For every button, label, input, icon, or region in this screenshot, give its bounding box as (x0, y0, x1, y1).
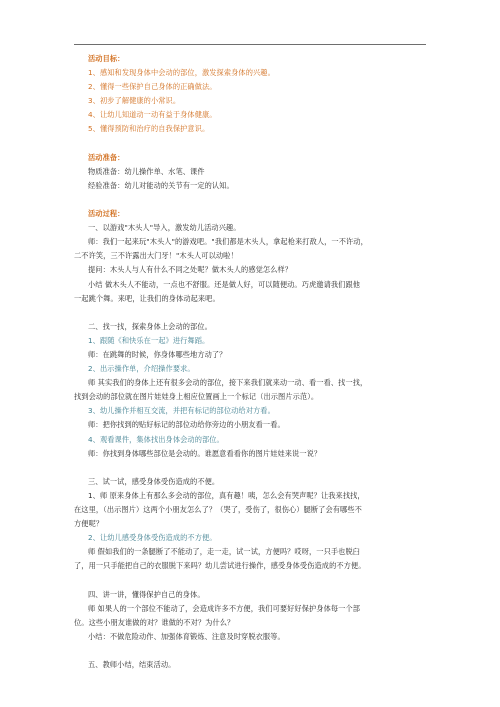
part1-line-2: 二不许笑，三不许露出大门牙！"木头人可以动啦！ (74, 251, 238, 261)
part4-line-3: 小结：不做危险动作、加强体育锻炼、注意及时穿脱衣服等。 (88, 631, 285, 641)
goal-item-3: 3、初步了解健康的小常识。 (88, 96, 181, 106)
part1-line-3: 提问：木头人与人有什么不同之处呢？做木头人的感觉怎么样？ (88, 265, 293, 275)
part2-heading: 二、找一找，探索身体上会动的部位。 (88, 321, 212, 331)
goal-item-1: 1、感知和发现身体中会动的部位，激发探索身体的兴趣。 (88, 68, 275, 78)
part5-heading: 五、教师小结，结束活动。 (88, 660, 176, 670)
part3-line-2: 在这里，（出示图片）这两个小朋友怎么了？（哭了，受伤了，很伤心）腿断了会有哪些不 (74, 505, 362, 514)
prep-item-2: 经验准备：幼儿对能动的关节有一定的认知。 (88, 180, 234, 190)
part3-line-4: 2、让幼儿感受身体受伤造成的不方便。 (88, 533, 217, 543)
part2-line-9: 师：你找到身体哪些部位是会动的。谁愿意看看你的图片娃娃来说一说？ (88, 448, 322, 458)
goal-item-4: 4、让幼儿知道动一动有益于身体健康。 (88, 110, 217, 120)
part1-line-1: 师：我们一起来玩"木头人"的游戏吧。"我们都是木头人，拿起枪来打敌人，一不许动， (88, 237, 368, 247)
part3-line-5: 师 假如我们的一条腿断了不能动了，走一走，试一试，方便吗？哎呀，一只手也脱臼 (88, 547, 361, 557)
part1-heading: 一、以游戏"木头人"导入，激发幼儿活动兴趣。 (88, 223, 241, 233)
part2-line-5: 找到会动的部位就在图片娃娃身上相应位置画上一个标记（出示图片示范）。 (74, 392, 319, 402)
part2-line-6: 3、幼儿操作并相互交流，并把有标记的部位动给对方看。 (88, 406, 275, 416)
prep-title: 活动准备： (88, 152, 125, 162)
part1-line-5: 一起跳个舞。来吧，让我们的身体动起来吧。 (74, 293, 220, 303)
process-title: 活动过程： (88, 209, 125, 219)
part2-line-4: 师 其实我们的身体上还有很多会动的部位，接下来我们就来动一动、看一看、找一找， (88, 378, 368, 388)
part2-line-1: 1、跟随《和快乐在一起》进行舞蹈。 (88, 335, 210, 345)
part4-line-2: 位。这些小朋友谁做的对？谁做的不对？为什么？ (74, 617, 235, 627)
part4-heading: 四、讲一讲，懂得保护自己的身体。 (88, 589, 205, 599)
goals-title: 活动目标： (88, 54, 125, 63)
part3-line-3: 方便呢？ (74, 519, 104, 529)
header-rule (74, 44, 426, 45)
goal-item-2: 2、懂得一些保护自己身体的正确做法。 (88, 82, 217, 92)
document-body (74, 52, 428, 672)
prep-item-1: 物质准备：幼儿操作单、水笔、课件 (88, 166, 205, 176)
part2-line-7: 师：把你找到的贴好标记的部位动给你旁边的小朋友看一看。 (88, 420, 285, 430)
part2-line-3: 2、出示操作单，介绍操作要求。 (88, 364, 195, 374)
part4-line-1: 师 如果人的一个部位不能动了，会造成许多不方便，我们可要好好保护身体每一个部 (88, 603, 361, 613)
part3-line-6: 了，用一只手能把自己的衣服脱下来吗？幼儿尝试进行操作，感受身体受伤造成的不方便。 (74, 561, 366, 571)
part3-heading: 三、试一试，感受身体受伤造成的不便。 (88, 476, 220, 486)
part2-line-8: 4、观看课件，集体找出身体会动的部位。 (88, 434, 224, 444)
part2-line-2: 师：在跳舞的时候，你身体哪些地方动了？ (88, 349, 227, 359)
goal-item-5: 5、懂得预防和治疗的自我保护意识。 (88, 124, 210, 134)
part3-line-1: 1、师 原来身体上有那么多会动的部位，真有趣！咦，怎么会有哭声呢？让我来找找， (88, 490, 365, 500)
part1-line-4: 小结 做木头人不能动，一点也不舒服。还是做人好，可以随便动。巧虎邀请我们跟他 (88, 279, 361, 289)
